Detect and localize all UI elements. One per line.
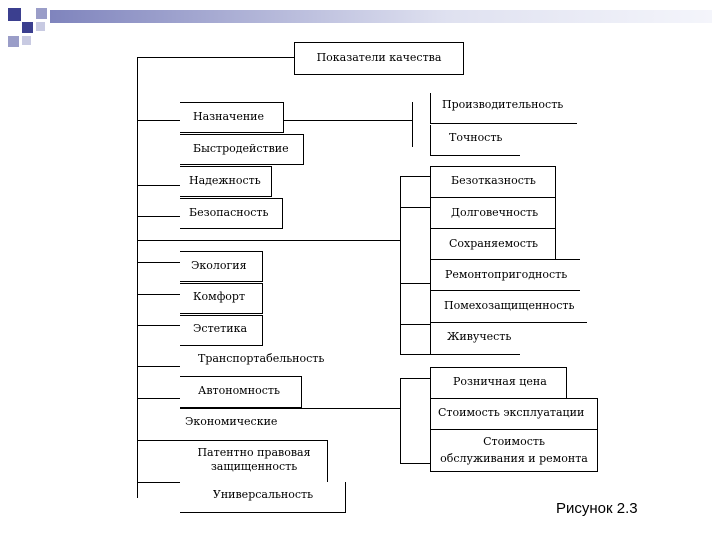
group1-bracket xyxy=(412,102,413,147)
conn-ekologiya xyxy=(137,262,180,263)
label-remontoprigodnost: Ремонтопригодность xyxy=(445,268,568,281)
label-pomekhozaschischennost: Помехозащищенность xyxy=(444,299,575,312)
label-bezotkaznost: Безотказность xyxy=(451,174,536,187)
label-komfort: Комфорт xyxy=(193,290,246,303)
conn-remontoprigodnost xyxy=(400,283,430,284)
conn-nadezhnost xyxy=(137,185,180,186)
label-bystrodeystvie: Быстродействие xyxy=(193,142,289,155)
title-connector xyxy=(137,57,294,58)
header-gradient-bar xyxy=(50,10,712,23)
label-ekonomicheskie: Экономические xyxy=(185,415,278,428)
proizvoditelnost-line xyxy=(430,123,577,124)
group2-bracket xyxy=(400,176,401,354)
conn-naznachenie xyxy=(137,120,180,121)
conn-pomekho xyxy=(400,324,430,325)
corner-square-1 xyxy=(8,8,21,21)
left-spine xyxy=(137,57,138,498)
label-ekologiya: Экология xyxy=(191,259,247,272)
zhivuchest-side xyxy=(430,322,431,354)
conn-bezotkaznost xyxy=(400,176,430,177)
label-nadezhnost: Надежность xyxy=(189,174,261,187)
label-dolgovechnost: Долговечность xyxy=(451,206,539,219)
label-tochnost: Точность xyxy=(449,131,503,144)
conn-group-1 xyxy=(284,120,412,121)
label-sokhranyaemost: Сохраняемость xyxy=(449,237,539,250)
label-zhivuchest: Живучесть xyxy=(447,330,512,343)
conn-estetika xyxy=(137,325,180,326)
conn-patentno xyxy=(137,440,180,441)
label-avtonomnost: Автономность xyxy=(198,384,280,397)
conn-universalnost xyxy=(137,482,180,483)
conn-group-2 xyxy=(137,240,400,241)
tochnost-side xyxy=(430,125,431,155)
pomekho-line xyxy=(430,322,587,323)
label-transportabelnost: Транспортабельность xyxy=(198,352,325,365)
conn-obsluzhivanie xyxy=(400,463,430,464)
corner-square-6 xyxy=(36,22,45,31)
label-bezopasnost: Безопасность xyxy=(189,206,269,219)
conn-transportabelnost xyxy=(137,366,180,367)
figure-caption: Рисунок 2.3 xyxy=(556,500,638,517)
label-universalnost: Универсальность xyxy=(212,488,314,501)
conn-komfort xyxy=(137,294,180,295)
corner-square-5 xyxy=(22,36,31,45)
group3-bracket xyxy=(400,378,401,463)
title-label: Показатели качества xyxy=(316,51,442,64)
conn-zhivuchest xyxy=(400,354,430,355)
proizvoditelnost-side xyxy=(430,93,431,123)
label-patentno-1: Патентно правовая xyxy=(197,446,311,459)
pomekho-side xyxy=(430,291,431,322)
conn-dolgovechnost xyxy=(400,207,430,208)
corner-square-4 xyxy=(8,36,19,47)
corner-square-2 xyxy=(22,22,33,33)
label-stoimost-obsl-2: обслуживания и ремонта xyxy=(440,452,588,465)
label-patentno-2: защищенность xyxy=(210,460,298,473)
label-roznichnaya-tsena: Розничная цена xyxy=(453,375,547,388)
corner-square-3 xyxy=(36,8,47,19)
label-stoimost-obsl-1: Стоимость xyxy=(483,435,545,448)
label-estetika: Эстетика xyxy=(193,322,248,335)
label-proizvoditelnost: Производительность xyxy=(442,98,564,111)
conn-group-3 xyxy=(180,408,400,409)
zhivuchest-line xyxy=(430,354,520,355)
tochnost-line xyxy=(430,155,520,156)
conn-roznichnaya xyxy=(400,378,430,379)
conn-bezopasnost xyxy=(137,216,180,217)
label-naznachenie: Назначение xyxy=(193,110,264,123)
conn-avtonomnost xyxy=(137,398,180,399)
label-stoimost-ekspluatatsii: Стоимость эксплуатации xyxy=(438,406,585,419)
